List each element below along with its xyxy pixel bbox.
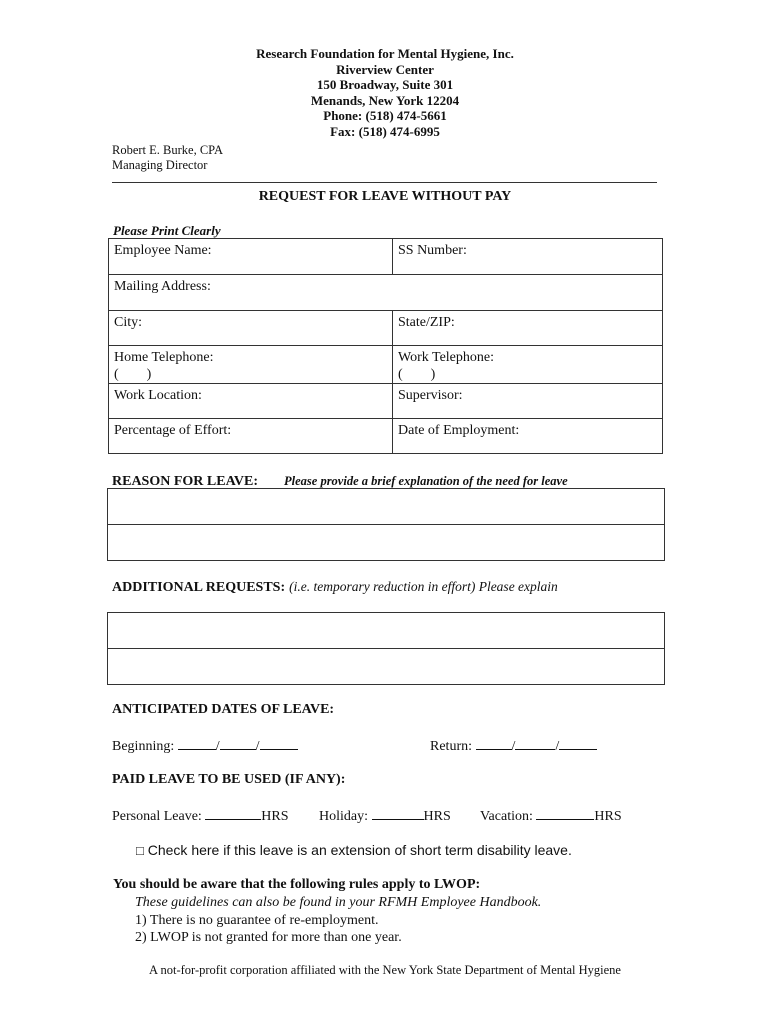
additional-line-1[interactable] xyxy=(108,613,664,649)
home-telephone-field[interactable] xyxy=(109,346,393,384)
rules-note: These guidelines can also be found in your RFMH Employee Handbook. xyxy=(135,895,542,910)
beginning-month-field[interactable] xyxy=(178,737,216,750)
beginning-row xyxy=(112,737,298,755)
percentage-effort-label: Percentage of Effort: xyxy=(114,423,232,438)
personal-leave-row xyxy=(112,807,289,825)
date-employment-field[interactable] xyxy=(393,419,663,454)
city-label: City: xyxy=(114,315,143,330)
home-telephone-paren: ( ) xyxy=(114,367,152,382)
work-telephone-field[interactable] xyxy=(393,346,663,384)
director-title: Managing Director xyxy=(112,158,208,172)
vacation-label: Vacation: xyxy=(480,809,533,824)
additional-hint: (i.e. temporary reduction in effort) Please explain xyxy=(289,579,558,594)
dates-label: ANTICIPATED DATES OF LEAVE: xyxy=(112,702,335,717)
footer-note: A not-for-profit corporation affiliated with the New York State Department of Mental Hygiene xyxy=(149,963,621,977)
return-row xyxy=(430,737,597,755)
holiday-label: Holiday: xyxy=(319,809,368,824)
fax-number: Fax: (518) 474-6995 xyxy=(330,123,440,139)
hrs-label: HRS xyxy=(423,809,451,824)
date-slash: / xyxy=(255,739,260,754)
phone-number: Phone: (518) 474-5661 xyxy=(323,108,447,123)
reason-label: REASON FOR LEAVE: xyxy=(112,474,258,489)
state-zip-field[interactable] xyxy=(393,311,663,346)
state-zip-label: State/ZIP: xyxy=(398,315,455,330)
director-name: Robert E. Burke, CPA xyxy=(112,143,223,157)
city-address: Menands, New York 12204 xyxy=(310,92,460,108)
work-location-field[interactable] xyxy=(109,384,393,419)
home-telephone-label: Home Telephone: xyxy=(114,350,214,365)
employee-name-field[interactable] xyxy=(109,239,393,275)
rule-item: 2) LWOP is not granted for more than one year. xyxy=(135,930,402,945)
additional-line-2[interactable] xyxy=(108,649,664,684)
return-day-field[interactable] xyxy=(515,737,555,750)
print-note: Please Print Clearly xyxy=(113,223,221,238)
center-name: Riverview Center xyxy=(336,61,434,77)
work-telephone-label: Work Telephone: xyxy=(398,350,494,365)
holiday-field[interactable] xyxy=(372,807,424,820)
org-name: Research Foundation for Mental Hygiene, Inc. xyxy=(256,46,514,61)
ss-number-field[interactable] xyxy=(393,239,663,275)
rules-heading: You should be aware that the following rules apply to LWOP: xyxy=(113,877,481,892)
hrs-label: HRS xyxy=(594,809,622,824)
director-block xyxy=(112,143,223,173)
percentage-effort-field[interactable] xyxy=(109,419,393,454)
supervisor-field[interactable] xyxy=(393,384,663,419)
employee-name-label: Employee Name: xyxy=(114,243,212,258)
personal-leave-field[interactable] xyxy=(205,807,261,820)
beginning-day-field[interactable] xyxy=(220,737,256,750)
city-field[interactable] xyxy=(109,311,393,346)
additional-box xyxy=(107,612,665,685)
reason-line-2[interactable] xyxy=(108,525,664,560)
hrs-label: HRS xyxy=(261,809,289,824)
beginning-label: Beginning: xyxy=(112,739,175,754)
street-address: 150 Broadway, Suite 301 xyxy=(316,77,454,92)
rule-item: 1) There is no guarantee of re-employment. xyxy=(135,912,379,928)
mailing-address-field[interactable] xyxy=(109,275,663,311)
date-slash: / xyxy=(555,739,560,754)
work-telephone-paren: ( ) xyxy=(398,367,436,382)
header-divider xyxy=(112,182,657,183)
return-label: Return: xyxy=(430,739,472,754)
reason-box xyxy=(107,488,665,561)
supervisor-label: Supervisor: xyxy=(398,388,463,403)
return-year-field[interactable] xyxy=(559,737,597,750)
date-employment-label: Date of Employment: xyxy=(398,423,520,438)
personal-leave-label: Personal Leave: xyxy=(112,809,202,824)
std-extension-label: Check here if this leave is an extension of short term disability leave. xyxy=(147,842,572,858)
std-extension-row xyxy=(136,842,572,858)
rules-list xyxy=(135,894,541,947)
holiday-row xyxy=(319,807,451,825)
beginning-year-field[interactable] xyxy=(260,737,298,750)
additional-heading xyxy=(112,578,558,596)
std-extension-checkbox[interactable]: □ xyxy=(136,843,144,858)
return-month-field[interactable] xyxy=(476,737,512,750)
ss-number-label: SS Number: xyxy=(398,243,467,258)
work-location-label: Work Location: xyxy=(114,388,202,403)
additional-label: ADDITIONAL REQUESTS: xyxy=(112,580,286,595)
date-slash: / xyxy=(511,739,516,754)
vacation-field[interactable] xyxy=(536,807,594,820)
letterhead xyxy=(0,46,770,139)
mailing-address-label: Mailing Address: xyxy=(114,279,211,294)
paid-leave-label: PAID LEAVE TO BE USED (IF ANY): xyxy=(112,772,346,787)
date-slash: / xyxy=(215,739,220,754)
reason-line-1[interactable] xyxy=(108,489,664,525)
reason-hint: Please provide a brief explanation of the need for leave xyxy=(284,474,568,488)
vacation-row xyxy=(480,807,622,825)
form-title: REQUEST FOR LEAVE WITHOUT PAY xyxy=(258,189,512,204)
employee-info-table xyxy=(108,238,663,454)
